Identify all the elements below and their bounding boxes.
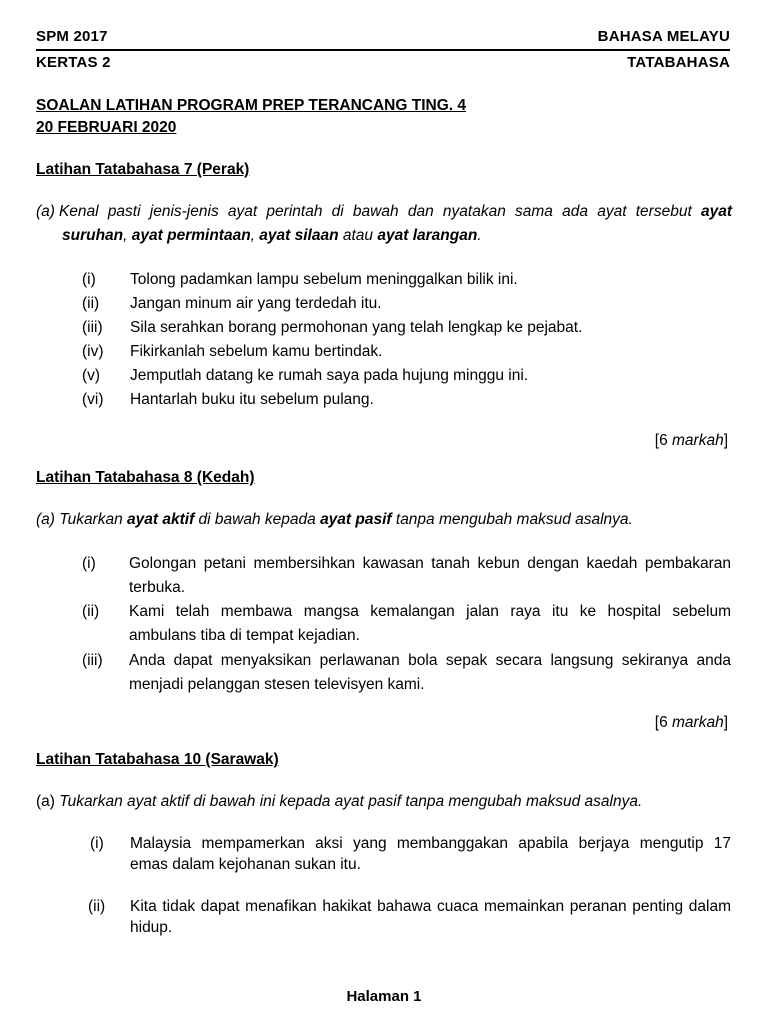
page-number: Halaman 1	[346, 988, 422, 1005]
header-topic: TATABAHASA	[627, 54, 730, 71]
header-paper: KERTAS 2	[36, 54, 111, 71]
header-subject: BAHASA MELAYU	[597, 28, 730, 45]
doc-title-line2: 20 FEBRUARI 2020	[36, 119, 177, 136]
section-heading: Latihan Tatabahasa 7 (Perak)	[36, 161, 250, 178]
section-heading: Latihan Tatabahasa 10 (Sarawak)	[36, 751, 279, 768]
list-item: (i) Golongan petani membersihkan kawasan tanah kebun dengan kaedah pembakaran terbuka.	[82, 555, 731, 596]
question-text: (a) Kenal pasti jenis-jenis ayat perintah di bawah dan nyatakan sama ada ayat tersebut ayat suruhan, ayat permintaan, ayat silaan atau ayat larangan.	[36, 203, 732, 244]
document-page: SPM 2017 BAHASA MELAYU KERTAS 2 TATABAHASA SOALAN LATIHAN PROGRAM PREP TERANCANG TING. 4 20 FEBRUARI 2020 Latihan Tatabahasa 7 (Perak) (a) Kenal pasti jenis-jenis ayat perintah di bawah dan nyatakan sama ada ayat tersebut ayat suruhan, ayat permintaan, ayat silaan atau ayat larangan. (i) Tolong padamkan lampu sebelum meninggalkan bilik ini. (ii) Jangan minum air yang terdedah itu. (iii) Sila serahkan borang permohonan yang telah lengkap ke pejabat. (iv) Fikirkanlah sebelum kamu bertindak. (v) Jemputlah datang ke rumah saya pada hujung minggu ini. (vi) Hantarlah buku itu sebelum pulang. [6 markah] Latihan Tatabahasa 8 (Kedah) (a) Tukarkan ayat aktif di bawah kepada ayat pasif tanpa mengubah maksud asalnya. (i) Golongan petani membersihkan kawasan tanah kebun dengan kaedah pembakaran terbuka. (ii) Kami telah membawa mangsa kemalangan jalan raya itu ke hospital sebelum ambulans tiba di tempat kejadian. (iii) Anda dapat menyaksikan perlawanan bola sepak secara langsung sekiranya anda menjadi pelanggan stesen televisyen kami. [6 markah] Latihan Tatabahasa 10 (Sarawak) (a) Tukarkan ayat aktif di bawah ini kepada ayat pasif tanpa mengubah maksud asalnya. (i) Malaysia mempamerkan aksi yang membanggakan apabila berjaya mengutip 17 emas dalam kejohanan sukan itu. (ii) Kita tidak dapat menafikan hakikat bahawa cuaca memainkan peranan penting dalam hidup. Halaman 1	[0, 0, 768, 1024]
question-text: (a) Tukarkan ayat aktif di bawah ini kepada ayat pasif tanpa mengubah maksud asalnya.	[36, 793, 643, 810]
doc-title-line1: SOALAN LATIHAN PROGRAM PREP TERANCANG TING. 4	[36, 97, 466, 114]
header-divider	[36, 49, 730, 51]
list-item: (ii) Kami telah membawa mangsa kemalangan jalan raya itu ke hospital sebelum ambulans tiba di tempat kejadian.	[82, 603, 731, 644]
list-item: (iii) Anda dapat menyaksikan perlawanan bola sepak secara langsung sekiranya anda menjadi pelanggan stesen televisyen kami.	[82, 652, 731, 693]
section-heading: Latihan Tatabahasa 8 (Kedah)	[36, 469, 255, 486]
marks-label: [6 markah]	[654, 432, 728, 449]
marks-label: [6 markah]	[654, 714, 728, 731]
question-text: (a) Tukarkan ayat aktif di bawah kepada ayat pasif tanpa mengubah maksud asalnya.	[36, 511, 633, 528]
list-item: (i) Malaysia mempamerkan aksi yang membanggakan apabila berjaya mengutip 17 emas dalam kejohanan sukan itu.	[90, 835, 731, 873]
list-item: (ii) Kita tidak dapat menafikan hakikat bahawa cuaca memainkan peranan penting dalam hidup.	[88, 898, 731, 936]
header-exam: SPM 2017	[36, 28, 108, 45]
